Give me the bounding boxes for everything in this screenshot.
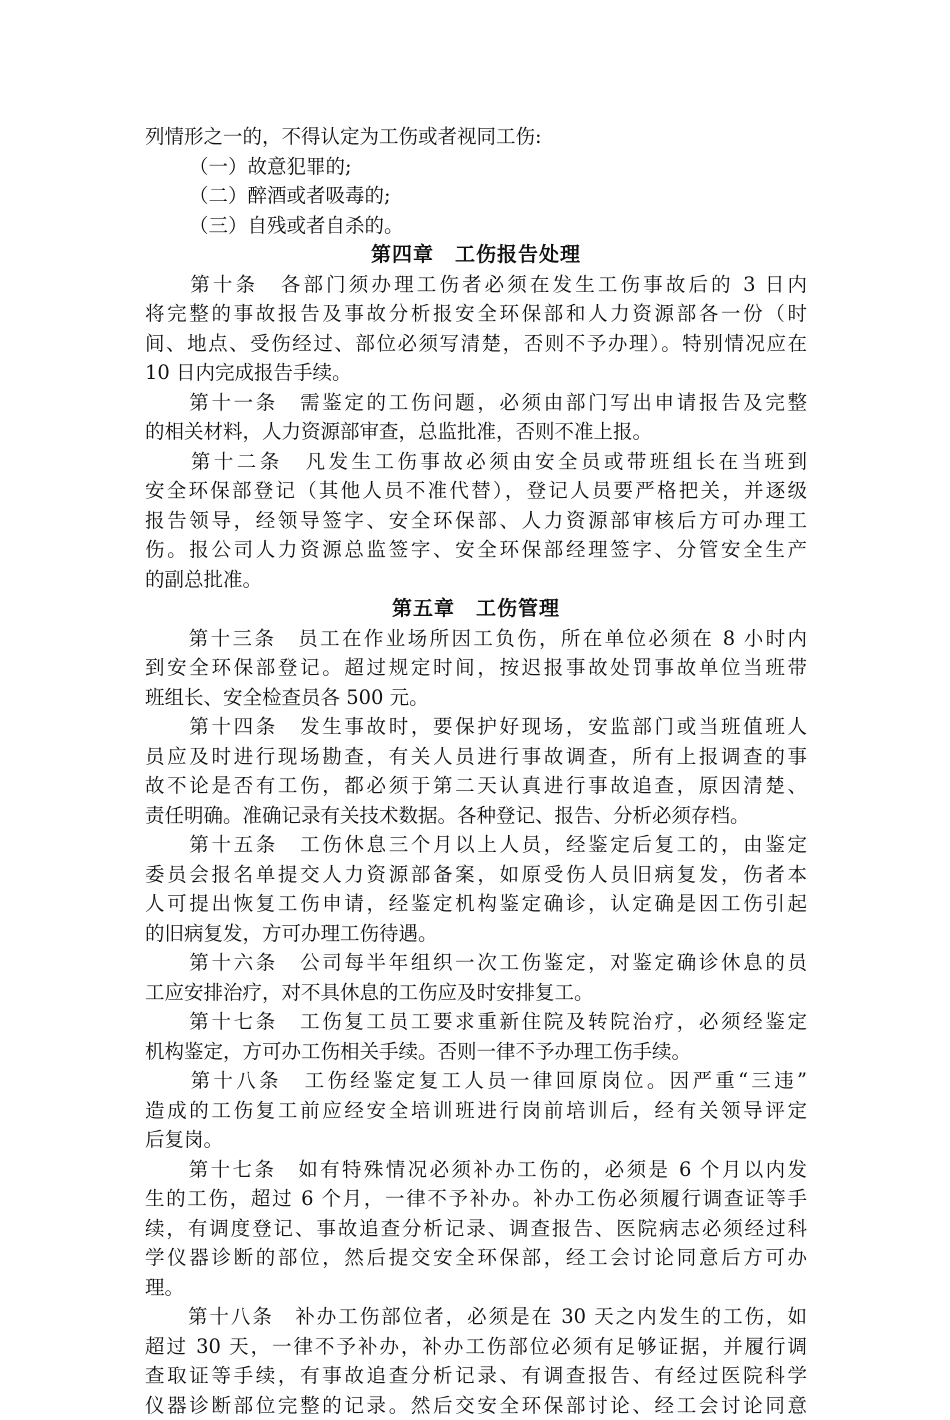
text-line: 后复岗。 (145, 1125, 807, 1155)
text-line: 到安全环保部登记。超过规定时间，按迟报事故处罚事故单位当班带 (145, 653, 807, 683)
text-line: 第十七条 工伤复工员工要求重新住院及转院治疗，必须经鉴定 (145, 1007, 807, 1037)
text-line: 安全环保部登记（其他人员不准代替），登记人员要严格把关，并逐级 (145, 476, 807, 506)
text-line: 生的工伤，超过 6 个月，一律不予补办。补办工伤必须履行调查证等手 (145, 1184, 807, 1214)
intro-paragraph (145, 122, 807, 152)
document-page (145, 122, 807, 1420)
text-line: 理。 (145, 1273, 807, 1303)
text-line: 间、地点、受伤经过、部位必须写清楚，否则不予办理）。特别情况应在 (145, 329, 807, 359)
text-line: 第十六条 公司每半年组织一次工伤鉴定，对鉴定确诊休息的员 (145, 948, 807, 978)
text-line: 续，有调度登记、事故追查分析记录、调查报告、医院病志必须经过科 (145, 1214, 807, 1244)
text-line: 第十一条 需鉴定的工伤问题，必须由部门写出申请报告及完整 (145, 388, 807, 418)
text-line: 列情形之一的，不得认定为工伤或者视同工伤: (145, 122, 807, 152)
article-11 (145, 388, 807, 447)
text-line: 第十七条 如有特殊情况必须补办工伤的，必须是 6 个月以内发 (145, 1155, 807, 1185)
text-line: 第十五条 工伤休息三个月以上人员，经鉴定后复工的，由鉴定 (145, 830, 807, 860)
chapter-five-heading: 第五章 工伤管理 (145, 594, 807, 624)
text-line: 工应安排治疗，对不具休息的工伤应及时安排复工。 (145, 978, 807, 1008)
article-17-supplement (145, 1155, 807, 1303)
article-10 (145, 270, 807, 388)
text-line: 的副总批准。 (145, 565, 807, 595)
text-line: 第十三条 员工在作业场所因工负伤，所在单位必须在 8 小时内 (145, 624, 807, 654)
text-line: 员应及时进行现场勘查，有关人员进行事故调查，所有上报调查的事 (145, 742, 807, 772)
list-item: （二）醉酒或者吸毒的; (145, 181, 807, 211)
article-12 (145, 447, 807, 595)
article-15 (145, 830, 807, 948)
text-line: 委员会报名单提交人力资源部备案，如原受伤人员旧病复发，伤者本 (145, 860, 807, 890)
text-line: 学仪器诊断的部位，然后提交安全环保部，经工会讨论同意后方可办 (145, 1243, 807, 1273)
text-line: 第十八条 补办工伤部位者，必须是在 30 天之内发生的工伤，如 (145, 1302, 807, 1332)
text-line: 机构鉴定，方可办工伤相关手续。否则一律不予办理工伤手续。 (145, 1037, 807, 1067)
text-line: 第十八条 工伤经鉴定复工人员一律回原岗位。因严重“三违” (145, 1066, 807, 1096)
text-line: 第十四条 发生事故时，要保护好现场，安监部门或当班值班人 (145, 712, 807, 742)
text-line: 查取证等手续，有事故追查分析记录、有调查报告、有经过医院科学 (145, 1361, 807, 1391)
exclusion-list (145, 152, 807, 241)
article-18-supplement (145, 1302, 807, 1420)
text-line: 将完整的事故报告及事故分析报安全环保部和人力资源部各一份（时 (145, 299, 807, 329)
text-line: 报告领导，经领导签字、安全环保部、人力资源部审核后方可办理工 (145, 506, 807, 536)
list-item: （一）故意犯罪的; (145, 152, 807, 182)
text-line: 的相关材料，人力资源部审查，总监批准，否则不准上报。 (145, 417, 807, 447)
text-line: 仪器诊断部位完整的记录。然后交安全环保部讨论、经工会讨论同意 (145, 1391, 807, 1420)
text-line: 伤。报公司人力资源总监签字、安全环保部经理签字、分管安全生产 (145, 535, 807, 565)
text-line: 的旧病复发，方可办理工伤待遇。 (145, 919, 807, 949)
list-item: （三）自残或者自杀的。 (145, 211, 807, 241)
article-16 (145, 948, 807, 1007)
text-line: 责任明确。准确记录有关技术数据。各种登记、报告、分析必须存档。 (145, 801, 807, 831)
text-line: 故不论是否有工伤，都必须于第二天认真进行事故追查，原因清楚、 (145, 771, 807, 801)
article-17 (145, 1007, 807, 1066)
article-14 (145, 712, 807, 830)
article-18 (145, 1066, 807, 1155)
text-line: 班组长、安全检查员各 500 元。 (145, 683, 807, 713)
text-line: 人可提出恢复工伤申请，经鉴定机构鉴定确诊，认定确是因工伤引起 (145, 889, 807, 919)
text-line: 10 日内完成报告手续。 (145, 358, 807, 388)
text-line: 第十二条 凡发生工伤事故必须由安全员或带班组长在当班到 (145, 447, 807, 477)
text-line: 造成的工伤复工前应经安全培训班进行岗前培训后，经有关领导评定 (145, 1096, 807, 1126)
text-line: 第十条 各部门须办理工伤者必须在发生工伤事故后的 3 日内 (145, 270, 807, 300)
article-13 (145, 624, 807, 713)
chapter-four-heading: 第四章 工伤报告处理 (145, 240, 807, 270)
text-line: 超过 30 天，一律不予补办，补办工伤部位必须有足够证据，并履行调 (145, 1332, 807, 1362)
